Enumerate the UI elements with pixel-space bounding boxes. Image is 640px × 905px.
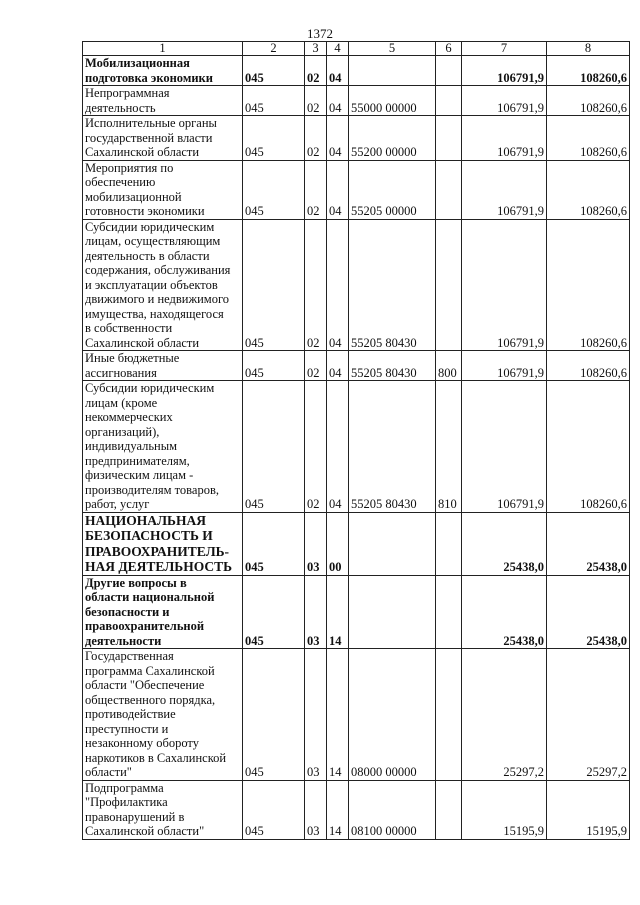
- table-row: [83, 351, 630, 381]
- section-code: 02: [305, 219, 327, 351]
- ministry-code: 045: [243, 219, 305, 351]
- ministry-code: 045: [243, 160, 305, 219]
- amount-year-1: 25438,0: [462, 512, 547, 575]
- section-code: 02: [305, 381, 327, 513]
- row-name: Иные бюджетные ассигнования: [83, 351, 243, 381]
- expense-type-code: [436, 56, 462, 86]
- amount-year-2: 25438,0: [547, 512, 630, 575]
- row-name: Непрограммная деятельность: [83, 86, 243, 116]
- subsection-code: 04: [327, 56, 349, 86]
- ministry-code: 045: [243, 780, 305, 839]
- subsection-code: 14: [327, 575, 349, 649]
- table-row: [83, 56, 630, 86]
- section-code: 03: [305, 649, 327, 781]
- expense-type-code: [436, 160, 462, 219]
- amount-year-2: 108260,6: [547, 116, 630, 161]
- amount-year-1: 15195,9: [462, 780, 547, 839]
- amount-year-1: 106791,9: [462, 219, 547, 351]
- column-number: 6: [436, 42, 462, 56]
- section-code: 02: [305, 160, 327, 219]
- section-code: 03: [305, 780, 327, 839]
- amount-year-2: 108260,6: [547, 160, 630, 219]
- table-row: [83, 116, 630, 161]
- target-article-code: 55205 80430: [349, 351, 436, 381]
- column-number: 2: [243, 42, 305, 56]
- section-code: 03: [305, 575, 327, 649]
- subsection-code: 14: [327, 780, 349, 839]
- row-name: Исполнительные органы государственной власти Сахалинской области: [83, 116, 243, 161]
- expense-type-code: [436, 649, 462, 781]
- column-number: 1: [83, 42, 243, 56]
- table-row: [83, 649, 630, 781]
- expense-type-code: 810: [436, 381, 462, 513]
- table-row: [83, 219, 630, 351]
- ministry-code: 045: [243, 575, 305, 649]
- column-number: 5: [349, 42, 436, 56]
- row-name: Субсидии юридическим лицам (кроме некоммерческих организаций), индивидуальным предпринимателям, физическим лицам - производителям товаров, работ, услуг: [83, 381, 243, 513]
- table-row: [83, 780, 630, 839]
- column-number: 7: [462, 42, 547, 56]
- target-article-code: [349, 512, 436, 575]
- subsection-code: 04: [327, 160, 349, 219]
- amount-year-2: 108260,6: [547, 56, 630, 86]
- column-number: 3: [305, 42, 327, 56]
- ministry-code: 045: [243, 351, 305, 381]
- row-name: Субсидии юридическим лицам, осуществляющим деятельность в области содержания, обслуживания и эксплуатации объектов движимого и недвижимого имущества, находящегося в собственности Сахалинской области: [83, 219, 243, 351]
- page-number: 1372: [307, 26, 333, 41]
- column-number: 4: [327, 42, 349, 56]
- amount-year-2: 25438,0: [547, 575, 630, 649]
- expense-type-code: 800: [436, 351, 462, 381]
- ministry-code: 045: [243, 56, 305, 86]
- target-article-code: 55000 00000: [349, 86, 436, 116]
- subsection-code: 04: [327, 351, 349, 381]
- expense-type-code: [436, 219, 462, 351]
- target-article-code: [349, 56, 436, 86]
- row-name: Подпрограмма "Профилактика правонарушений в Сахалинской области": [83, 780, 243, 839]
- table-row: [83, 86, 630, 116]
- amount-year-1: 106791,9: [462, 351, 547, 381]
- target-article-code: 08100 00000: [349, 780, 436, 839]
- target-article-code: 08000 00000: [349, 649, 436, 781]
- amount-year-2: 108260,6: [547, 86, 630, 116]
- section-code: 02: [305, 116, 327, 161]
- subsection-code: 04: [327, 381, 349, 513]
- amount-year-1: 25297,2: [462, 649, 547, 781]
- column-number-row: [83, 42, 630, 56]
- target-article-code: 55205 00000: [349, 160, 436, 219]
- amount-year-2: 25297,2: [547, 649, 630, 781]
- ministry-code: 045: [243, 649, 305, 781]
- ministry-code: 045: [243, 512, 305, 575]
- row-name: Мобилизационная подготовка экономики: [83, 56, 243, 86]
- row-name: НАЦИОНАЛЬНАЯ БЕЗОПАСНОСТЬ И ПРАВООХРАНИТЕЛЬ- НАЯ ДЕЯТЕЛЬНОСТЬ: [83, 512, 243, 575]
- table-row: [83, 160, 630, 219]
- ministry-code: 045: [243, 86, 305, 116]
- subsection-code: 14: [327, 649, 349, 781]
- column-number: 8: [547, 42, 630, 56]
- amount-year-1: 106791,9: [462, 116, 547, 161]
- subsection-code: 04: [327, 86, 349, 116]
- target-article-code: 55205 80430: [349, 219, 436, 351]
- ministry-code: 045: [243, 381, 305, 513]
- amount-year-1: 106791,9: [462, 160, 547, 219]
- table-row: [83, 381, 630, 513]
- subsection-code: 04: [327, 219, 349, 351]
- expense-type-code: [436, 575, 462, 649]
- table-row: [83, 512, 630, 575]
- amount-year-2: 108260,6: [547, 219, 630, 351]
- expense-type-code: [436, 780, 462, 839]
- amount-year-1: 25438,0: [462, 575, 547, 649]
- amount-year-2: 108260,6: [547, 351, 630, 381]
- amount-year-1: 106791,9: [462, 381, 547, 513]
- section-code: 02: [305, 351, 327, 381]
- subsection-code: 00: [327, 512, 349, 575]
- row-name: Другие вопросы в области национальной безопасности и правоохранительной деятельности: [83, 575, 243, 649]
- amount-year-2: 108260,6: [547, 381, 630, 513]
- ministry-code: 045: [243, 116, 305, 161]
- row-name: Государственная программа Сахалинской области "Обеспечение общественного порядка, противодействие преступности и незаконному обороту наркотиков в Сахалинской области": [83, 649, 243, 781]
- expense-type-code: [436, 116, 462, 161]
- amount-year-2: 15195,9: [547, 780, 630, 839]
- amount-year-1: 106791,9: [462, 56, 547, 86]
- expense-type-code: [436, 512, 462, 575]
- subsection-code: 04: [327, 116, 349, 161]
- target-article-code: 55200 00000: [349, 116, 436, 161]
- target-article-code: [349, 575, 436, 649]
- target-article-code: 55205 80430: [349, 381, 436, 513]
- section-code: 02: [305, 86, 327, 116]
- row-name: Мероприятия по обеспечению мобилизационной готовности экономики: [83, 160, 243, 219]
- section-code: 03: [305, 512, 327, 575]
- table-row: [83, 575, 630, 649]
- section-code: 02: [305, 56, 327, 86]
- amount-year-1: 106791,9: [462, 86, 547, 116]
- budget-table: [82, 41, 630, 840]
- expense-type-code: [436, 86, 462, 116]
